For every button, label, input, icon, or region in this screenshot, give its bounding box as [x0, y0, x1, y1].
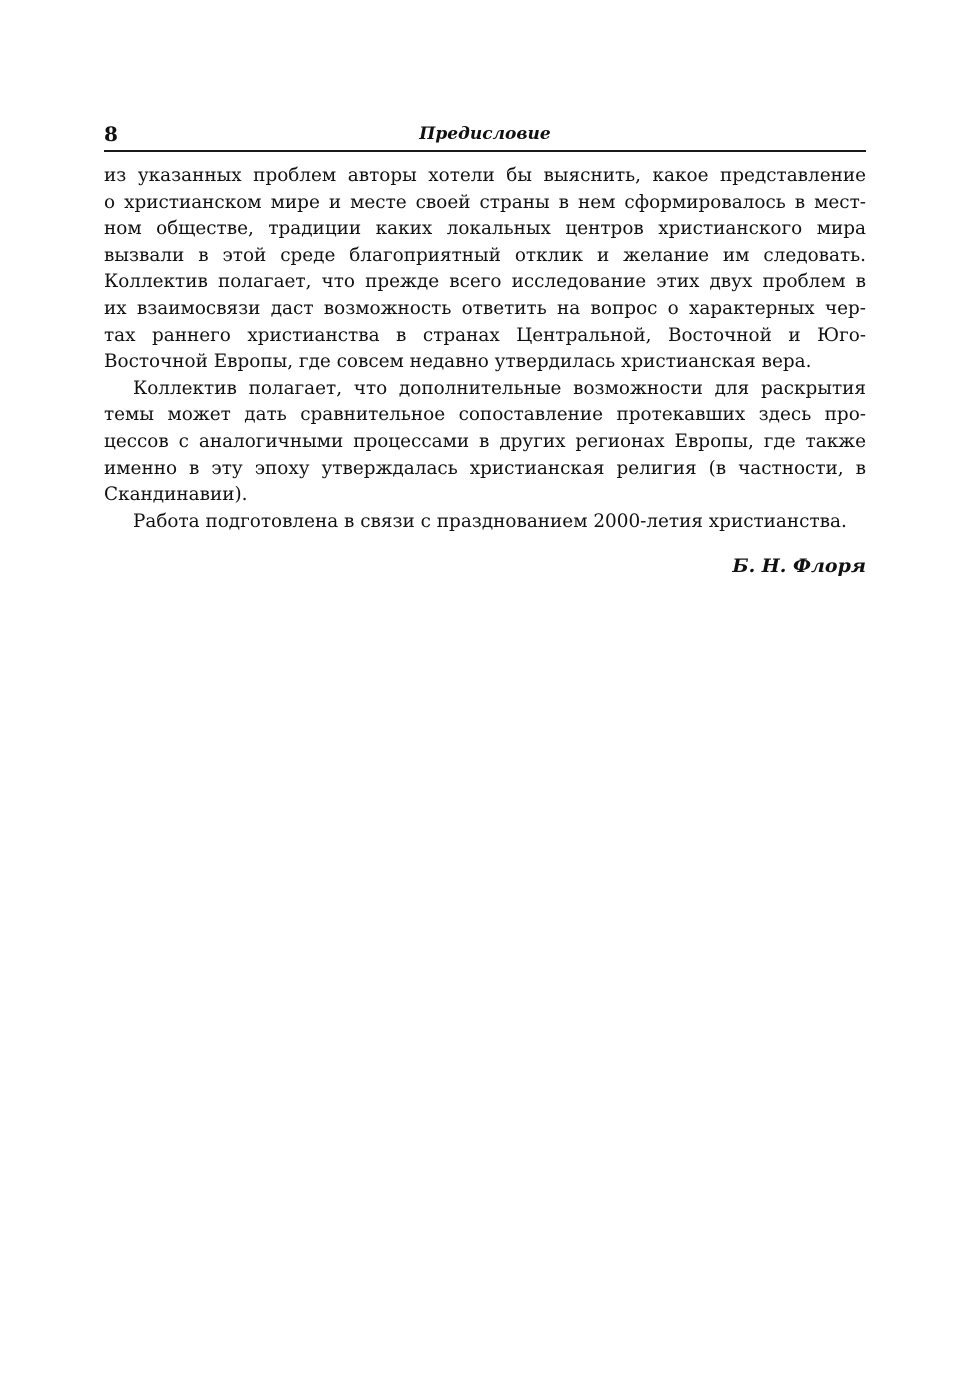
text-line: из указанных проблем авторы хотели бы выяснить, какое представление	[104, 165, 866, 186]
text-line: их взаимосвязи даст возможность ответить на вопрос о характерных чер-	[104, 297, 866, 319]
running-title: Предисловие	[419, 124, 551, 144]
text-line: Коллектив полагает, что прежде всего исследование этих двух проблем в	[104, 271, 866, 293]
running-head	[104, 120, 866, 152]
page-number: 8	[104, 122, 118, 146]
text-line: ном обществе, традиции каких локальных центров христианского мира	[104, 218, 866, 240]
book-page	[104, 120, 866, 577]
author-signature: Б. Н. Флоря	[732, 555, 866, 578]
text-line: о христианском мире и месте своей страны в нем сформировалось в мест-	[104, 191, 866, 213]
paragraph-2	[104, 376, 866, 509]
text-line: тах раннего христианства в странах Центральной, Восточной и Юго-	[104, 324, 866, 346]
text-line: цессов с аналогичными процессами в других регионах Европы, где также	[104, 430, 866, 452]
text-line: вызвали в этой среде благоприятный отклик и желание им следовать.	[104, 244, 866, 266]
paragraph-3	[104, 509, 866, 536]
text-line: Коллектив полагает, что дополнительные возможности для раскрытия	[133, 377, 866, 399]
text-line: Скандинавии).	[104, 484, 248, 506]
paragraph-1	[104, 163, 866, 376]
text-line: темы может дать сравнительное сопоставление протекавших здесь про-	[104, 404, 866, 426]
text-line: именно в эту эпоху утверждалась христианская религия (в частности, в	[104, 457, 866, 479]
text-line: Восточной Европы, где совсем недавно утвердилась христианская вера.	[104, 351, 812, 373]
body-text	[104, 163, 866, 535]
text-line: Работа подготовлена в связи с празднованием 2000-летия христианства.	[133, 510, 847, 532]
